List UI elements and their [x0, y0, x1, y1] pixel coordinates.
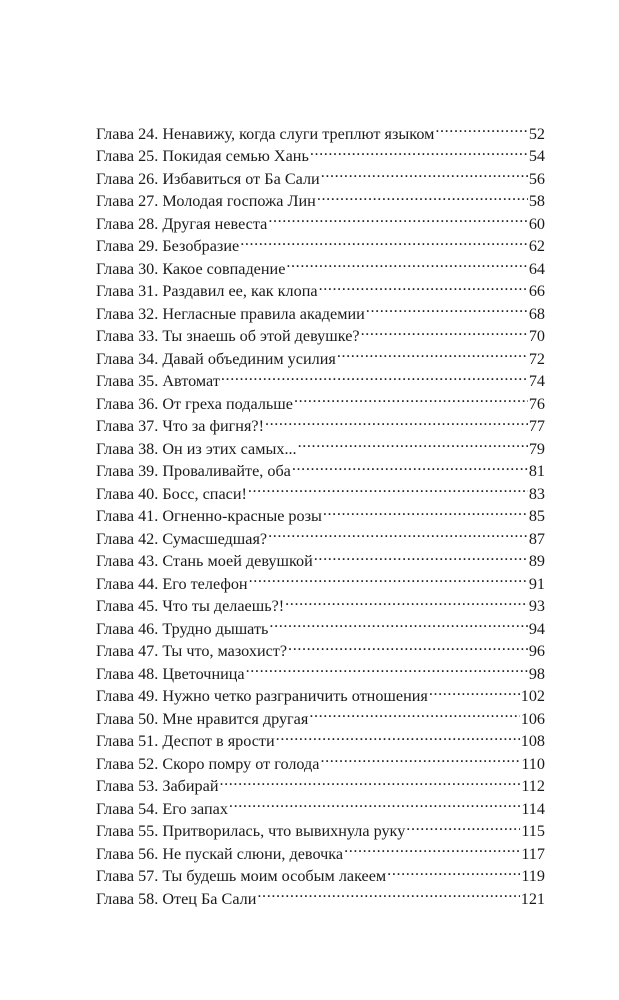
toc-entry-title: Глава 50. Мне нравится другая: [96, 709, 309, 728]
toc-entry-page: 117: [521, 844, 545, 863]
toc-entry-title: Глава 56. Не пускай слюни, девочка: [96, 844, 344, 863]
toc-entry-page: 102: [520, 687, 545, 705]
toc-entry-title: Глава 53. Забирай: [96, 777, 219, 795]
toc-entry: [96, 116, 545, 143]
toc-dot-leader: [406, 814, 520, 837]
toc-entry-title: Глава 38. Он из этих самых...: [96, 439, 297, 458]
toc-dot-leader: [269, 611, 527, 634]
toc-entry-title: Глава 57. Ты будешь моим особым лакеем: [96, 867, 387, 885]
toc-entry-title: Глава 24. Ненавижу, когда слуги треплют языком: [96, 124, 435, 143]
toc-entry-title: Глава 45. Что ты делаешь?!: [96, 597, 285, 615]
toc-entry-page: 56: [528, 169, 545, 188]
toc-entry-page: 68: [528, 304, 545, 323]
toc-entry-page: 114: [521, 799, 545, 818]
toc-entry-page: 121: [520, 889, 545, 908]
toc-dot-leader: [337, 341, 528, 364]
toc-dot-leader: [309, 701, 519, 724]
toc-entry-title: Глава 42. Сумасшедшая?: [96, 529, 268, 548]
toc-dot-leader: [276, 724, 520, 747]
toc-entry-page: 81: [528, 462, 545, 480]
toc-entry-page: 79: [528, 439, 545, 458]
toc-entry-page: 83: [528, 484, 545, 503]
toc-entry-title: Глава 47. Ты что, мазохист?: [96, 642, 288, 660]
toc-dot-leader: [294, 386, 528, 409]
toc-entry-page: 52: [528, 124, 545, 143]
toc-entry-title: Глава 30. Какое совпадение: [96, 259, 286, 278]
toc-entry-title: Глава 49. Нужно четко разграничить отношения: [96, 687, 428, 705]
toc-entry-title: Глава 25. Покидая семью Хань: [96, 147, 309, 165]
toc-dot-leader: [240, 229, 528, 252]
toc-entry-page: 54: [528, 147, 545, 165]
toc-dot-leader: [366, 296, 528, 319]
toc-entry-title: Глава 55. Притворилась, что вывихнула руку: [96, 822, 406, 840]
toc-dot-leader: [246, 656, 528, 679]
toc-dot-leader: [288, 634, 528, 657]
toc-entry-title: Глава 29. Безобразие: [96, 237, 240, 255]
toc-entry-page: 64: [528, 259, 545, 278]
toc-dot-leader: [323, 499, 528, 522]
toc-dot-leader: [292, 454, 528, 477]
toc-entry-title: Глава 52. Скоро помру от голода: [96, 754, 320, 773]
toc-dot-leader: [229, 791, 520, 814]
toc-dot-leader: [286, 251, 527, 274]
toc-entry-title: Глава 32. Негласные правила академии: [96, 304, 365, 323]
toc-dot-leader: [248, 476, 528, 499]
toc-dot-leader: [249, 566, 528, 589]
toc-entry-title: Глава 48. Цветочница: [96, 664, 245, 683]
toc-entry-page: 66: [528, 282, 545, 300]
toc-dot-leader: [320, 746, 520, 769]
toc-dot-leader: [310, 139, 528, 162]
toc-entry-page: 115: [521, 822, 545, 840]
toc-dot-leader: [285, 589, 528, 612]
toc-entry-page: 85: [528, 507, 545, 525]
toc-dot-leader: [268, 521, 528, 544]
toc-entry-page: 60: [528, 214, 545, 233]
toc-entry-page: 119: [521, 867, 545, 885]
toc-entry-title: Глава 44. Его телефон: [96, 574, 248, 593]
toc-dot-leader: [344, 836, 520, 859]
toc-dot-leader: [268, 206, 528, 229]
toc-entry-page: 110: [521, 754, 545, 773]
toc-entry-title: Глава 54. Его запах: [96, 799, 228, 818]
toc-entry-title: Глава 41. Огненно-красные розы: [96, 507, 322, 525]
toc-dot-leader: [429, 679, 520, 702]
toc-entry-page: 58: [528, 192, 545, 210]
toc-entry-title: Глава 28. Другая невеста: [96, 214, 268, 233]
toc-entry-page: 106: [520, 709, 545, 728]
toc-entry-title: Глава 39. Проваливайте, оба: [96, 462, 291, 480]
toc-entry-page: 112: [521, 777, 545, 795]
toc-entry-title: Глава 26. Избавиться от Ба Сали: [96, 169, 320, 188]
toc-entry-page: 93: [528, 597, 545, 615]
toc-entry-title: Глава 36. От греха подальше: [96, 394, 293, 413]
toc-dot-leader: [317, 184, 528, 207]
toc-dot-leader: [265, 409, 528, 432]
toc-entry-title: Глава 34. Давай объединим усилия: [96, 349, 336, 368]
toc-dot-leader: [257, 881, 519, 904]
toc-dot-leader: [314, 544, 528, 567]
toc-entry-page: 87: [528, 529, 545, 548]
toc-entry-page: 98: [528, 664, 545, 683]
toc-entry-title: Глава 35. Автомат: [96, 372, 220, 390]
toc-entry-page: 77: [528, 417, 545, 435]
toc-dot-leader: [321, 161, 528, 184]
toc-entry-page: 108: [520, 732, 545, 750]
toc-entry-title: Глава 58. Отец Ба Сали: [96, 889, 257, 908]
toc-dot-leader: [361, 319, 528, 342]
toc-dot-leader: [319, 274, 528, 297]
toc-entry-title: Глава 37. Что за фигня?!: [96, 417, 264, 435]
toc-dot-leader: [387, 859, 520, 882]
toc-entry-page: 62: [528, 237, 545, 255]
toc-entry-page: 89: [528, 552, 545, 570]
toc-dot-leader: [221, 364, 528, 387]
toc-entry-page: 70: [528, 327, 545, 345]
toc-dot-leader: [298, 431, 528, 454]
toc-entry-title: Глава 46. Трудно дышать: [96, 619, 269, 638]
toc-entry-page: 72: [528, 349, 545, 368]
toc-list: [96, 116, 545, 908]
toc-entry-page: 96: [528, 642, 545, 660]
toc-entry-title: Глава 27. Молодая госпожа Лин: [96, 192, 316, 210]
toc-entry-title: Глава 33. Ты знаешь об этой девушке?: [96, 327, 360, 345]
toc-entry-title: Глава 51. Деспот в ярости: [96, 732, 275, 750]
toc-entry-page: 74: [528, 372, 545, 390]
toc-entry-page: 91: [528, 574, 545, 593]
toc-entry-title: Глава 43. Стань моей девушкой: [96, 552, 313, 570]
toc-entry-title: Глава 31. Раздавил ее, как клопа: [96, 282, 318, 300]
table-of-contents: [96, 116, 545, 908]
toc-entry-page: 76: [528, 394, 545, 413]
toc-dot-leader: [219, 769, 520, 792]
toc-entry-title: Глава 40. Босс, спаси!: [96, 484, 247, 503]
toc-entry-page: 94: [528, 619, 545, 638]
toc-dot-leader: [435, 116, 527, 139]
